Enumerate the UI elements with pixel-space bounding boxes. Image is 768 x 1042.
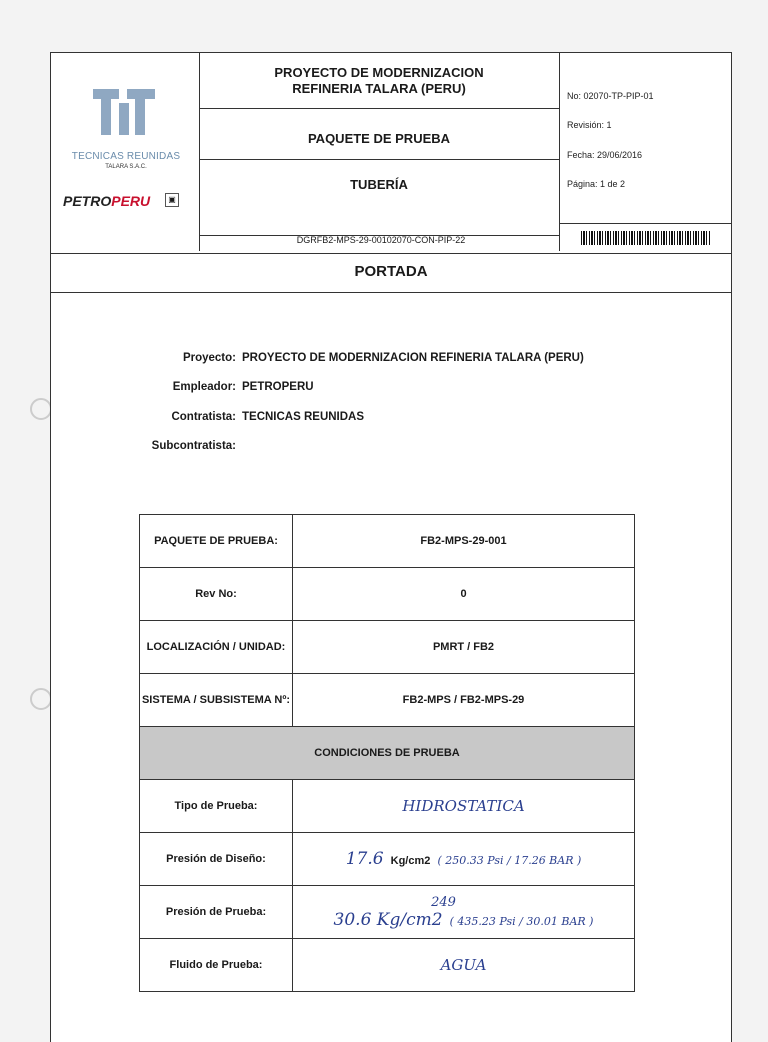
document-number: DGRFB2-MPS-29-00102070-CON-PIP-22 [296, 235, 466, 245]
table-row: SISTEMA / SUBSISTEMA Nº: FB2-MPS / FB2-MPS-29 [140, 674, 635, 727]
doc-no: No: 02070-TP-PIP-01 [567, 91, 654, 101]
table-row: Rev No: 0 [140, 568, 635, 621]
info-empleador: Empleador: PETROPERU [172, 381, 314, 393]
doc-page: Página: 1 de 2 [567, 179, 626, 189]
petroperu-logo: PETROPERU [63, 193, 151, 209]
info-contratista: Contratista: TECNICAS REUNIDAS [171, 411, 365, 423]
document-page [50, 52, 732, 1042]
table-row: PAQUETE DE PRUEBA: FB2-MPS-29-001 [140, 515, 635, 568]
barcode [581, 231, 711, 245]
discipline-title: TUBERÍA [350, 177, 408, 192]
table-row: Fluido de Prueba: AGUA [140, 939, 635, 992]
table-row: Presión de Diseño: 17.6 Kg/cm2 ( 250.33 Psi / 17.26 BAR ) [140, 833, 635, 886]
project-title: PROYECTO DE MODERNIZACION REFINERIA TALARA (PERU) [274, 65, 484, 96]
info-subcontratista: Subcontratista: [151, 440, 236, 452]
document-header [51, 52, 731, 254]
doc-date: Fecha: 29/06/2016 [567, 150, 643, 160]
logo-text: TECNICAS REUNIDAS [71, 151, 181, 162]
binder-hole-top [30, 398, 52, 420]
package-title: PAQUETE DE PRUEBA [307, 131, 451, 146]
table-row: LOCALIZACIÓN / UNIDAD: PMRT / FB2 [140, 621, 635, 674]
tecnicas-reunidas-logo [89, 83, 159, 141]
binder-hole-bottom [30, 688, 52, 710]
section-title: PORTADA [51, 252, 731, 293]
test-package-table [139, 514, 635, 992]
petroperu-emblem-icon: ▣ [165, 193, 179, 207]
table-row: Presión de Prueba: 249 30.6 Kg/cm2 ( 435.23 Psi / 30.01 BAR ) [140, 886, 635, 939]
info-proyecto: Proyecto: PROYECTO DE MODERNIZACION REFINERIA TALARA (PERU) [182, 352, 584, 364]
conditions-header-row: CONDICIONES DE PRUEBA [140, 727, 635, 780]
table-row: Tipo de Prueba: HIDROSTATICA [140, 780, 635, 833]
logo-subtext: TALARA S.A.C. [105, 164, 147, 170]
doc-revision: Revisión: 1 [567, 120, 612, 130]
